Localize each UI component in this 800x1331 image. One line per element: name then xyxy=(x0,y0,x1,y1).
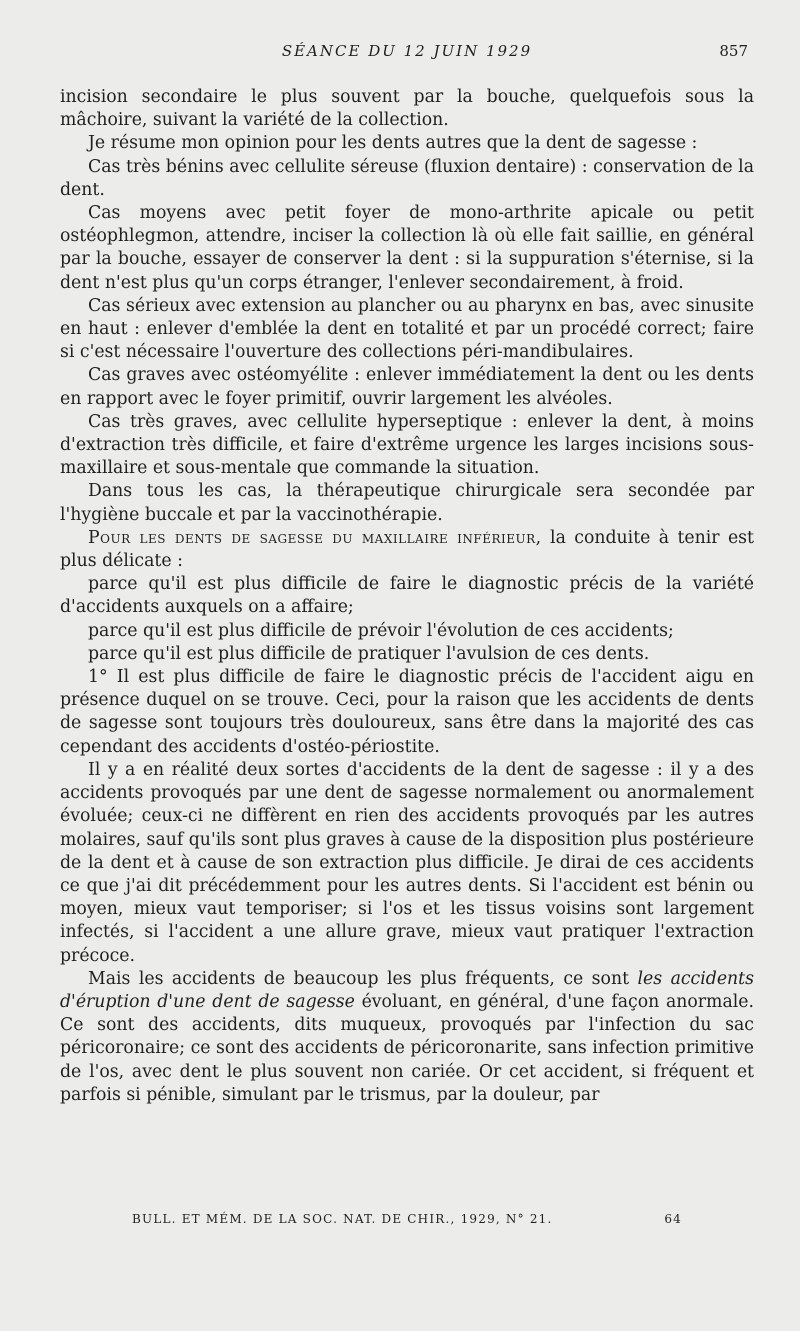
sheet-number: 64 xyxy=(664,1212,682,1226)
page-number: 857 xyxy=(719,42,748,60)
paragraph: parce qu'il est plus difficile de prévoir l'évolution de ces accidents; xyxy=(88,620,674,641)
paragraph: Cas très graves, avec cellulite hyperseptique : enlever la dent, à moins d'extraction très difficile, et faire d'extrême urgence les larges incisions sous-maxillaire et sous-mentale que commande la situation. xyxy=(60,411,754,479)
paragraph: Cas très bénins avec cellulite séreuse (fluxion dentaire) : conservation de la dent. xyxy=(60,156,754,200)
paragraph xyxy=(60,527,754,573)
paragraph: 1° Il est plus difficile de faire le diagnostic précis de l'accident aigu en présence duquel on se trouve. Ceci, pour la raison que les accidents de dents de sagesse sont toujours très douloureux, sans être dans la majorité des cas cependant des accidents d'ostéo-périostite. xyxy=(60,667,754,757)
paragraph: incision secondaire le plus souvent par la bouche, quelquefois sous la mâchoire, suivant la variété de la collection. xyxy=(60,87,754,131)
paragraph-text: Mais les accidents de beaucoup les plus fréquents, ce sont xyxy=(88,968,638,989)
paragraph-text: la conduite à tenir est plus délicate : xyxy=(60,527,754,572)
paragraph: parce qu'il est plus difficile de faire le diagnostic précis de la variété d'accidents auxquels on a affaire; xyxy=(60,574,754,618)
section-lead-smallcaps: Pour les dents de sagesse du maxillaire inférieur, xyxy=(88,527,542,548)
journal-citation: BULL. ET MÉM. DE LA SOC. NAT. DE CHIR., 1929, N° 21. xyxy=(132,1212,553,1226)
paragraph: parce qu'il est plus difficile de pratiquer l'avulsion de ces dents. xyxy=(88,643,650,664)
paragraph: Cas moyens avec petit foyer de mono-arthrite apicale ou petit ostéophlegmon, attendre, inciser la collection là où elle fait saillie, en général par la bouche, essayer de conserver la dent : si la suppuration s'éternise, si la dent n'est plus qu'un corps étranger, l'enlever secondairement, à froid. xyxy=(60,203,754,293)
body-text xyxy=(60,86,754,1107)
paragraph: Dans tous les cas, la thérapeutique chirurgicale sera secondée par l'hygiène buccale et par la vaccinothérapie. xyxy=(60,481,754,525)
paragraph: Je résume mon opinion pour les dents autres que la dent de sagesse : xyxy=(88,133,698,154)
italic-phrase: les accidents d'éruption d'une dent de sagesse xyxy=(60,968,754,1012)
paragraph: Il y a en réalité deux sortes d'accidents de la dent de sagesse : il y a des accidents provoqués par une dent de sagesse normalement ou anormalement évoluée; ceux-ci ne diffèrent en rien des accidents provoqués par les autres molaires, sauf qu'ils sont plus graves à cause de la disposition plus postérieure de la dent et à cause de son extraction plus difficile. Je dirai de ces accidents ce que j'ai dit précédemment pour les autres dents. Si l'accident est bénin ou moyen, mieux vaut temporiser; si l'os et les tissus voisins sont largement infectés, si l'accident a une allure grave, mieux vaut pratiquer l'extraction précoce. xyxy=(60,759,754,966)
paragraph: Cas sérieux avec extension au plancher ou au pharynx en bas, avec sinusite en haut : enlever d'emblée la dent en totalité et par un procédé correct; faire si c'est nécessaire l'ouverture des collections péri-mandibulaires. xyxy=(60,295,754,363)
paragraph xyxy=(60,968,754,1107)
paragraph: Cas graves avec ostéomyélite : enlever immédiatement la dent ou les dents en rapport avec le foyer primitif, ouvrir largement les alvéoles. xyxy=(60,365,754,409)
paragraph-text: évoluant, en général, d'une façon anormale. Ce sont des accidents, dits muqueux, provoqués par l'infection du sac péricoronaire; ce sont des accidents de péricoronarite, sans infection primitive de l'os, avec dent le plus souvent non cariée. Or cet accident, si fréquent et parfois si pénible, simulant par le trismus, par la douleur, par xyxy=(60,991,754,1105)
running-header xyxy=(60,42,754,66)
running-title: SÉANCE DU 12 JUIN 1929 xyxy=(281,42,533,60)
